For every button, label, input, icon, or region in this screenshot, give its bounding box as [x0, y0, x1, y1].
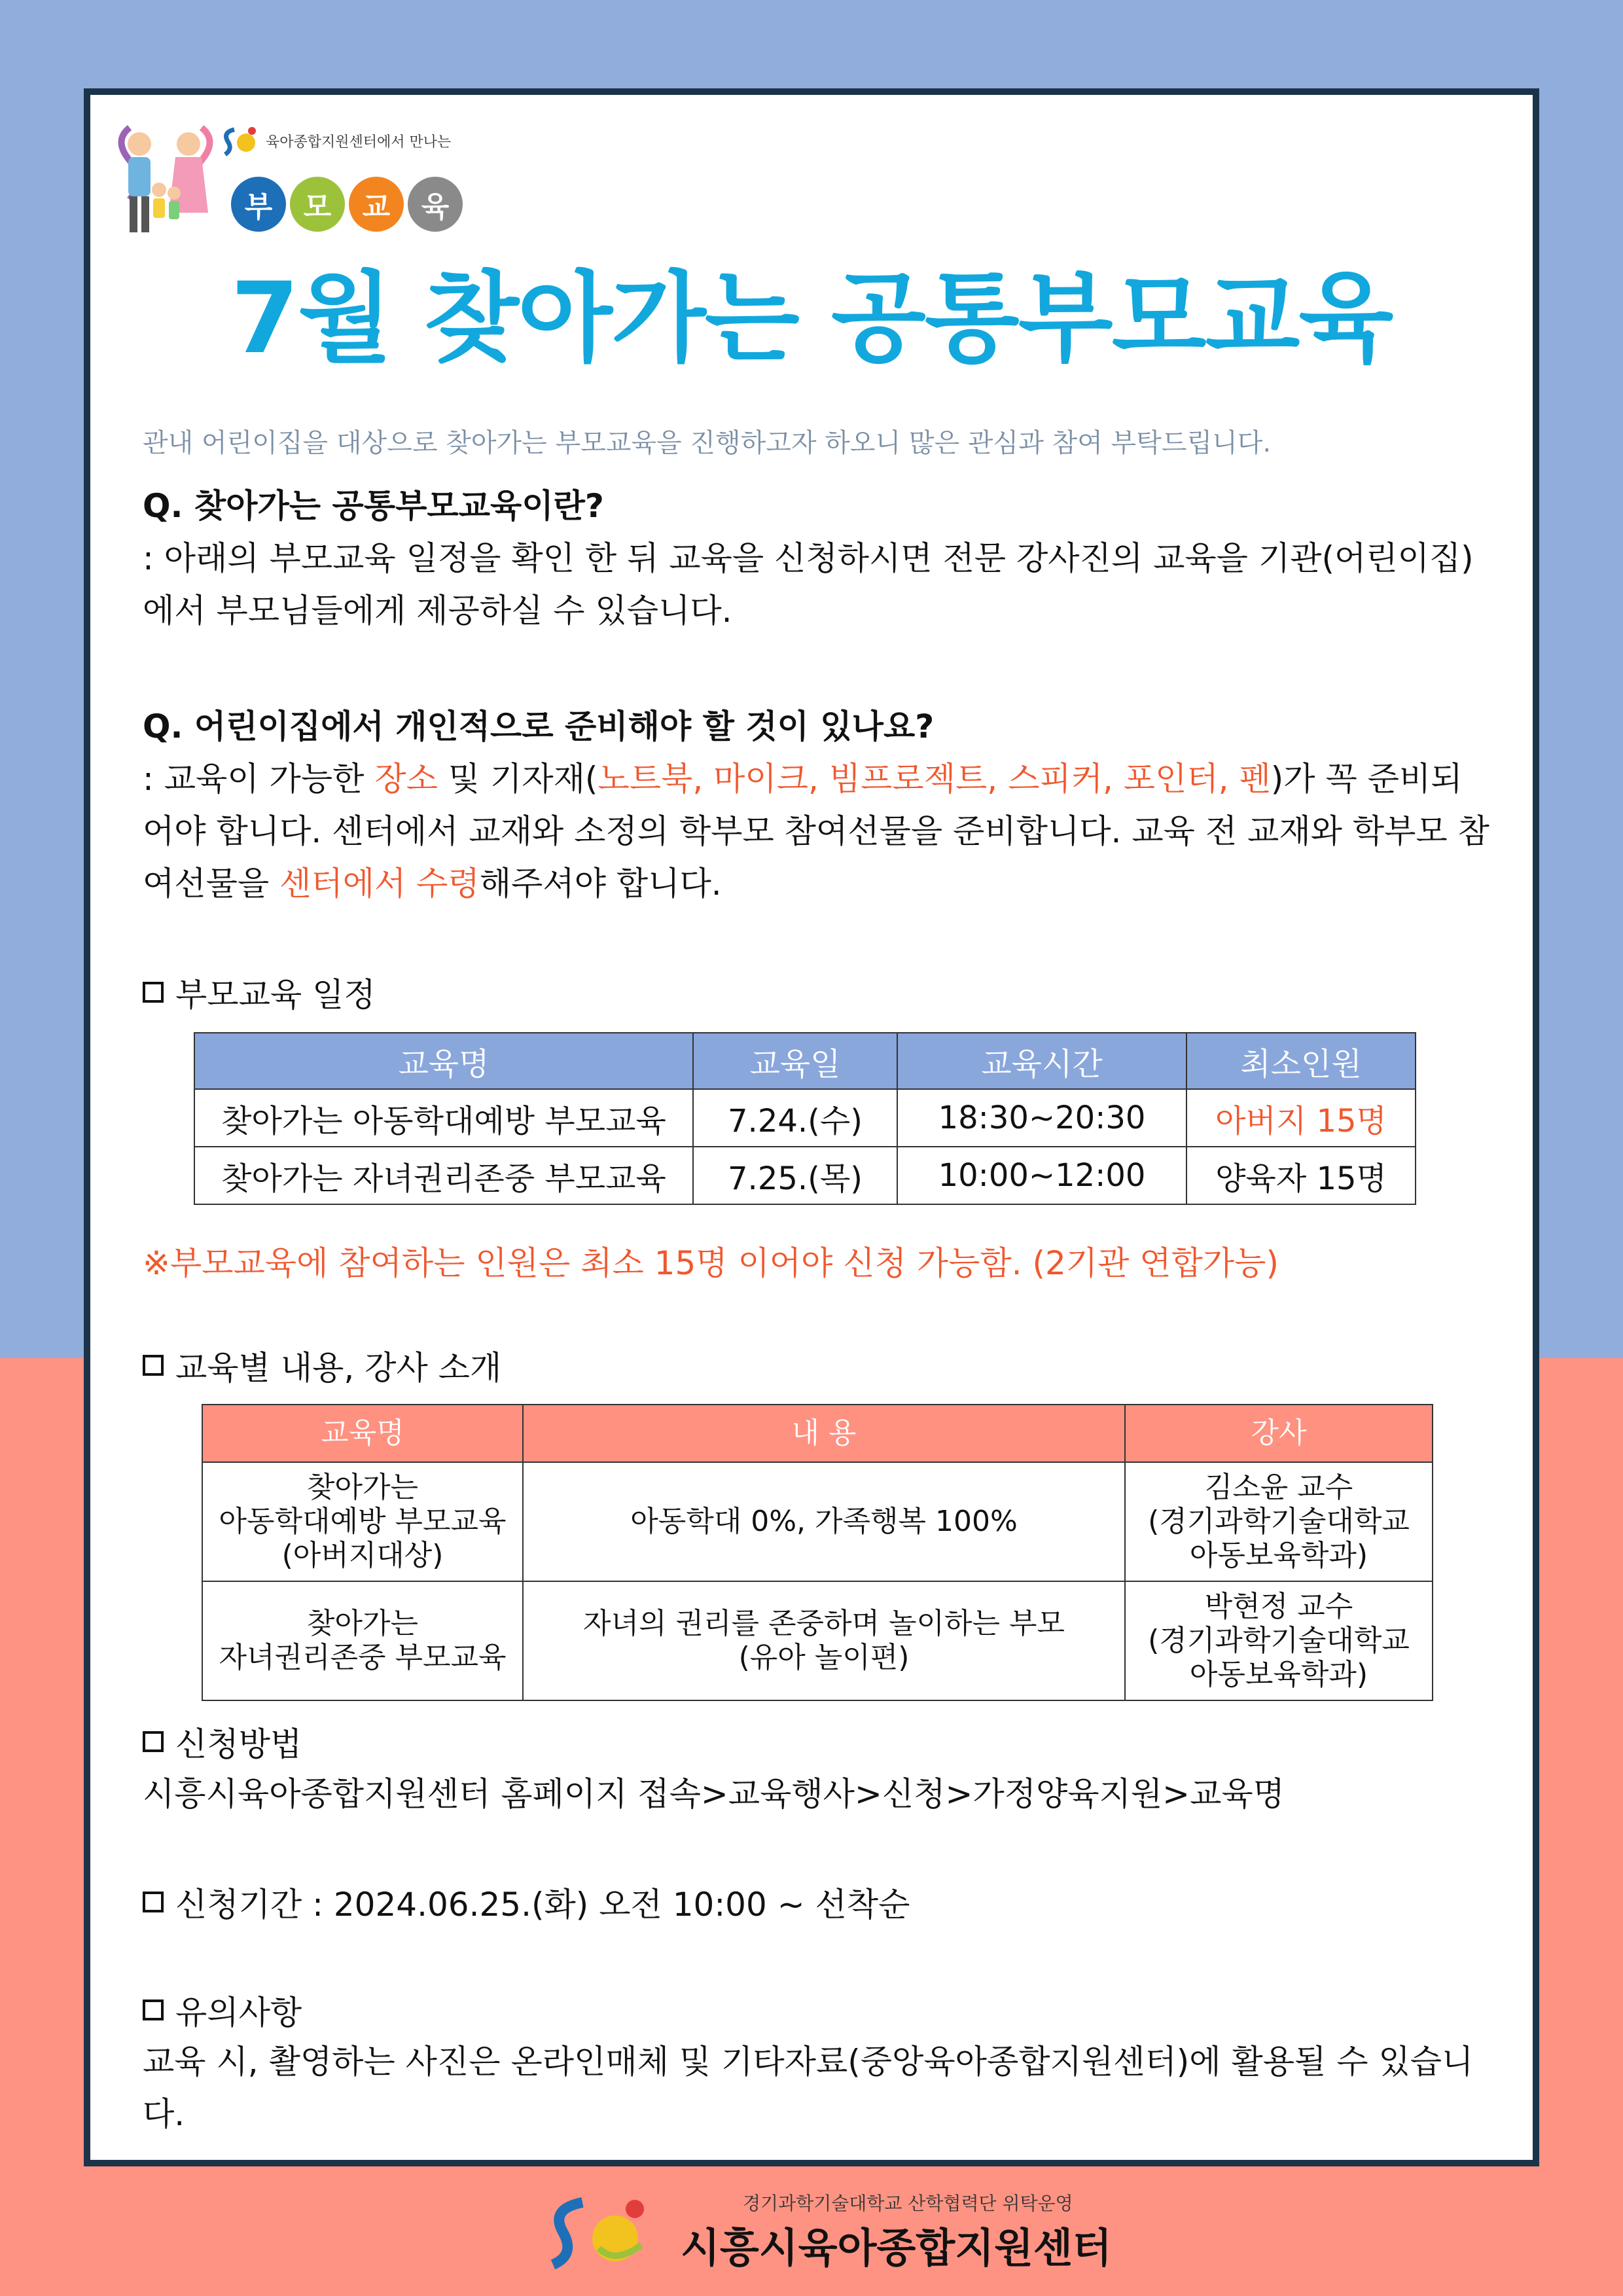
cell-line: 아동학대예방 부모교육	[219, 1505, 507, 1538]
period-heading	[143, 1878, 910, 1926]
table-cell: 찾아가는 아동학대예방 부모교육	[194, 1089, 693, 1147]
cell-line: 찾아가는	[306, 1471, 418, 1504]
checkbox-square-icon	[143, 1731, 164, 1752]
cell-line: (유아 놀이편)	[738, 1641, 910, 1674]
logo-subtitle-text: 육아종합지원센터에서 만나는	[266, 134, 452, 151]
cell-line: 아동보육학과)	[1189, 1539, 1368, 1572]
footer-operator-text: 경기과학기술대학교 산학협력단 위탁운영	[743, 2193, 1073, 2214]
family-illustration	[110, 115, 221, 252]
answer-2-text-4: 해주셔야 합니다.	[479, 865, 722, 903]
table-header: 최소인원	[1186, 1033, 1416, 1089]
answer-2-highlight-pickup: 센터에서 수령	[279, 865, 480, 903]
table-cell: 아버지 15명	[1186, 1089, 1416, 1147]
cell-line: (아버지대상)	[281, 1539, 444, 1572]
caution-text: 교육 시, 촬영하는 사진은 온라인매체 및 기타자료(중앙육아종합지원센터)에 활용될 수 있습니다.	[143, 2043, 1474, 2133]
table-cell	[523, 1462, 1125, 1581]
checkbox-square-icon	[143, 1355, 164, 1376]
table-cell	[1125, 1462, 1433, 1581]
logo-char-4: 육	[408, 177, 463, 232]
schedule-table	[194, 1032, 1416, 1205]
table-header: 교육일	[693, 1033, 897, 1089]
answer-2-text-3: )가 꼭 준비되어야 합니다. 센터에서 교재와 소정의 학부모 참여선물을 준비합니다. 교육 전 교재와 학부모 참여선물을	[143, 760, 1489, 903]
center-logo-icon	[221, 124, 260, 157]
checkbox-square-icon	[143, 1892, 164, 1912]
cell-line: (경기과학기술대학교	[1148, 1505, 1410, 1538]
table-cell: 7.24.(수)	[693, 1089, 897, 1147]
table-cell	[202, 1581, 523, 1700]
checkbox-square-icon	[143, 2000, 164, 2020]
caution-heading-text: 유의사항	[175, 1994, 302, 2032]
cell-line: 찾아가는	[306, 1607, 418, 1640]
content-heading	[143, 1342, 501, 1389]
table-cell: 10:00~12:00	[897, 1147, 1186, 1204]
content-table	[202, 1404, 1433, 1701]
cell-line: 김소윤 교수	[1204, 1471, 1353, 1504]
schedule-note: ※부모교육에 참여하는 인원은 최소 15명 이어야 신청 가능함. (2기관 연합가능)	[143, 1244, 1279, 1282]
table-cell: 7.25.(목)	[693, 1147, 897, 1204]
footer-center-name: 시흥시육아종합지원센터	[681, 2224, 1112, 2272]
center-logo-icon	[537, 2193, 668, 2271]
content-heading-text: 교육별 내용, 강사 소개	[175, 1349, 502, 1387]
table-header: 교육명	[194, 1033, 693, 1089]
answer-2-highlight-equipment: 노트북, 마이크, 빔프로젝트, 스피커, 포인터, 펜	[597, 760, 1271, 798]
apply-heading	[143, 1718, 302, 1765]
logo-char-3: 교	[349, 177, 404, 232]
cell-line: 자녀의 권리를 존중하며 놀이하는 부모	[582, 1607, 1065, 1640]
logo-circles	[231, 177, 463, 232]
answer-2-text-1: : 교육이 가능한	[143, 760, 375, 798]
table-cell	[1125, 1581, 1433, 1700]
caution-heading	[143, 1986, 302, 2034]
table-cell: 찾아가는 자녀권리존중 부모교육	[194, 1147, 693, 1204]
schedule-heading-text: 부모교육 일정	[175, 976, 376, 1014]
table-row	[202, 1462, 1433, 1581]
table-row	[194, 1089, 1416, 1147]
intro-text: 관내 어린이집을 대상으로 찾아가는 부모교육을 진행하고자 하오니 많은 관심과 참여 부탁드립니다.	[143, 428, 1272, 458]
table-cell	[523, 1581, 1125, 1700]
cell-line: 아동학대 0%, 가족행복 100%	[630, 1505, 1018, 1538]
table-header: 교육시간	[897, 1033, 1186, 1089]
answer-1: : 아래의 부모교육 일정을 확인 한 뒤 교육을 신청하시면 전문 강사진의 교육을 기관(어린이집)에서 부모님들에게 제공하실 수 있습니다.	[143, 539, 1474, 630]
table-header-row	[202, 1405, 1433, 1462]
table-cell	[202, 1462, 523, 1581]
question-1: Q. 찾아가는 공통부모교육이란?	[143, 487, 604, 525]
apply-text: 시흥시육아종합지원센터 홈페이지 접속>교육행사>신청>가정양육지원>교육명	[143, 1775, 1285, 1813]
poster-card	[84, 88, 1539, 2166]
answer-2	[143, 753, 1491, 910]
table-cell: 양육자 15명	[1186, 1147, 1416, 1204]
checkbox-square-icon	[143, 982, 164, 1003]
table-row	[194, 1147, 1416, 1204]
question-2: Q. 어린이집에서 개인적으로 준비해야 할 것이 있나요?	[143, 708, 935, 745]
cell-line: 자녀권리존중 부모교육	[219, 1641, 507, 1674]
cell-line: 아동보육학과)	[1189, 1658, 1368, 1691]
answer-2-text-2: 및 기자재(	[437, 760, 598, 798]
logo-char-1: 부	[231, 177, 286, 232]
table-header: 내 용	[523, 1405, 1125, 1462]
table-header-row	[194, 1033, 1416, 1089]
logo-subtitle	[221, 124, 451, 157]
main-title: 7월 찾아가는 공통부모교육	[230, 262, 1393, 376]
cell-line: 박현정 교수	[1204, 1590, 1353, 1623]
table-row	[202, 1581, 1433, 1700]
table-header: 교육명	[202, 1405, 523, 1462]
cell-line: (경기과학기술대학교	[1148, 1624, 1410, 1657]
schedule-heading	[143, 969, 376, 1016]
table-header: 강사	[1125, 1405, 1433, 1462]
logo-char-2: 모	[290, 177, 345, 232]
apply-heading-text: 신청방법	[175, 1725, 302, 1763]
answer-2-highlight-place: 장소	[374, 760, 438, 798]
period-text: 신청기간 : 2024.06.25.(화) 오전 10:00 ~ 선착순	[175, 1886, 910, 1924]
table-cell: 18:30~20:30	[897, 1089, 1186, 1147]
